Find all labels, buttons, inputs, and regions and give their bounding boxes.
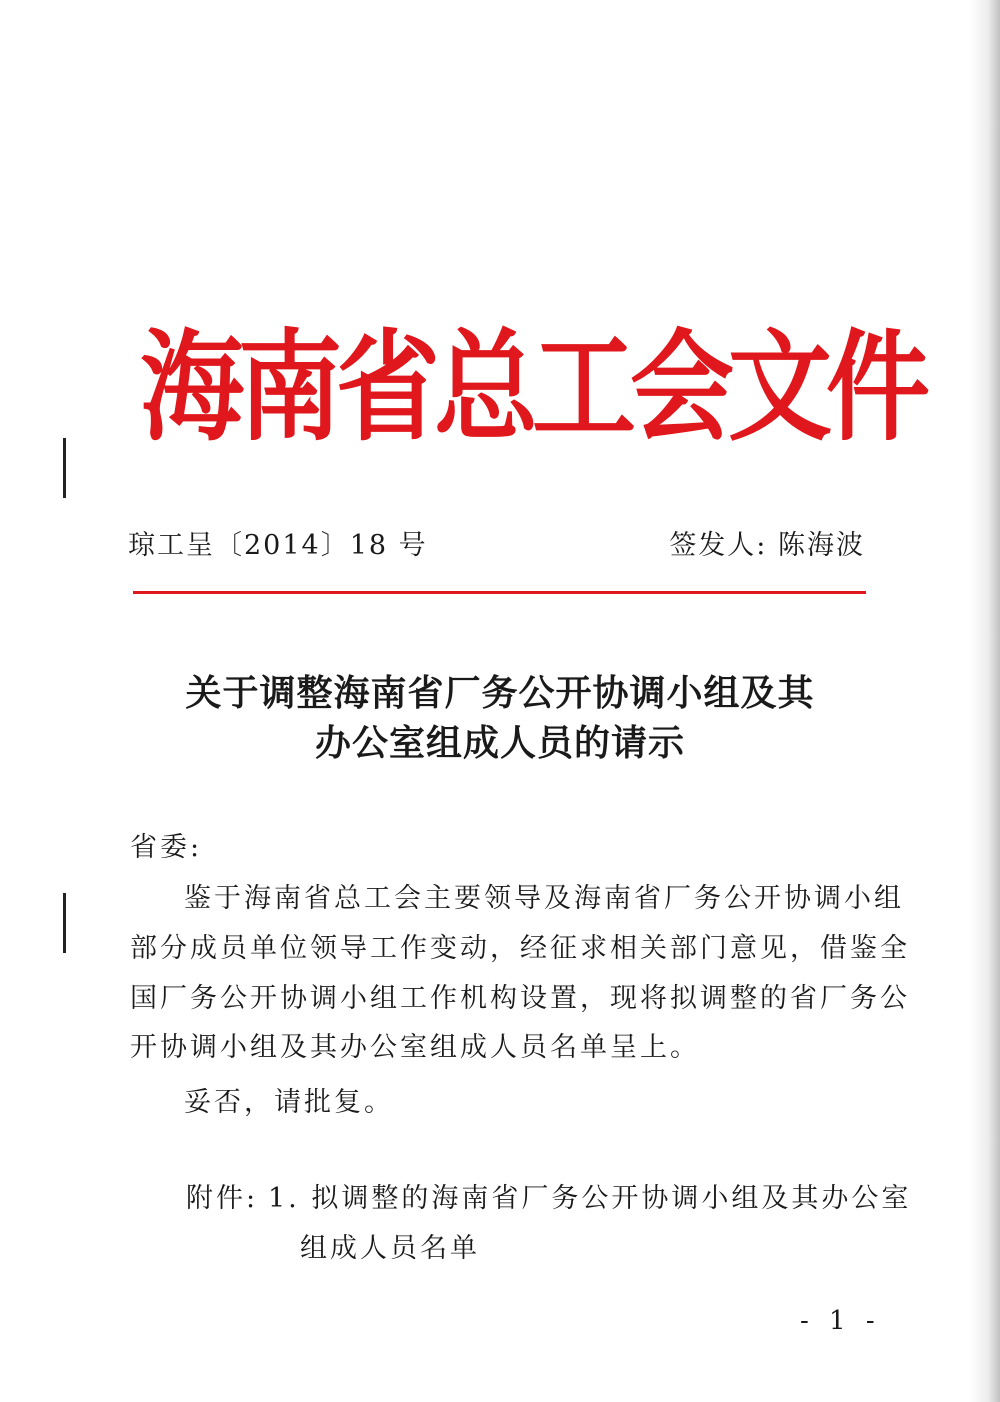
binding-mark <box>63 893 66 953</box>
masthead-title: 海南省总工会文件 <box>140 316 925 458</box>
body-line: 部分成员单位领导工作变动，经征求相关部门意见，借鉴全 <box>130 933 910 964</box>
body-line: 鉴于海南省总工会主要领导及海南省厂务公开协调小组 <box>184 883 904 914</box>
scan-edge-shadow <box>970 0 1000 1402</box>
document-title-line-1: 关于调整海南省厂务公开协调小组及其 <box>185 673 815 714</box>
attachment-item: 1. 拟调整的海南省厂务公开协调小组及其办公室 <box>268 1183 912 1214</box>
body-line: 国厂务公开协调小组工作机构设置，现将拟调整的省厂务公 <box>130 983 910 1014</box>
red-divider-rule <box>133 591 866 594</box>
attachment-item-continuation: 组成人员名单 <box>300 1233 480 1264</box>
signer: 签发人: 陈海波 <box>669 530 865 561</box>
document-title-line-2: 办公室组成人员的请示 <box>314 723 685 764</box>
salutation: 省委: <box>130 832 203 863</box>
binding-mark <box>63 438 66 498</box>
page-number: - 1 - <box>800 1306 881 1336</box>
attachment-label: 附件: <box>186 1183 259 1214</box>
body-line: 开协调小组及其办公室组成人员名单呈上。 <box>130 1032 700 1063</box>
closing-line: 妥否，请批复。 <box>184 1087 394 1118</box>
document-number: 琼工呈〔2014〕18 号 <box>128 530 428 561</box>
